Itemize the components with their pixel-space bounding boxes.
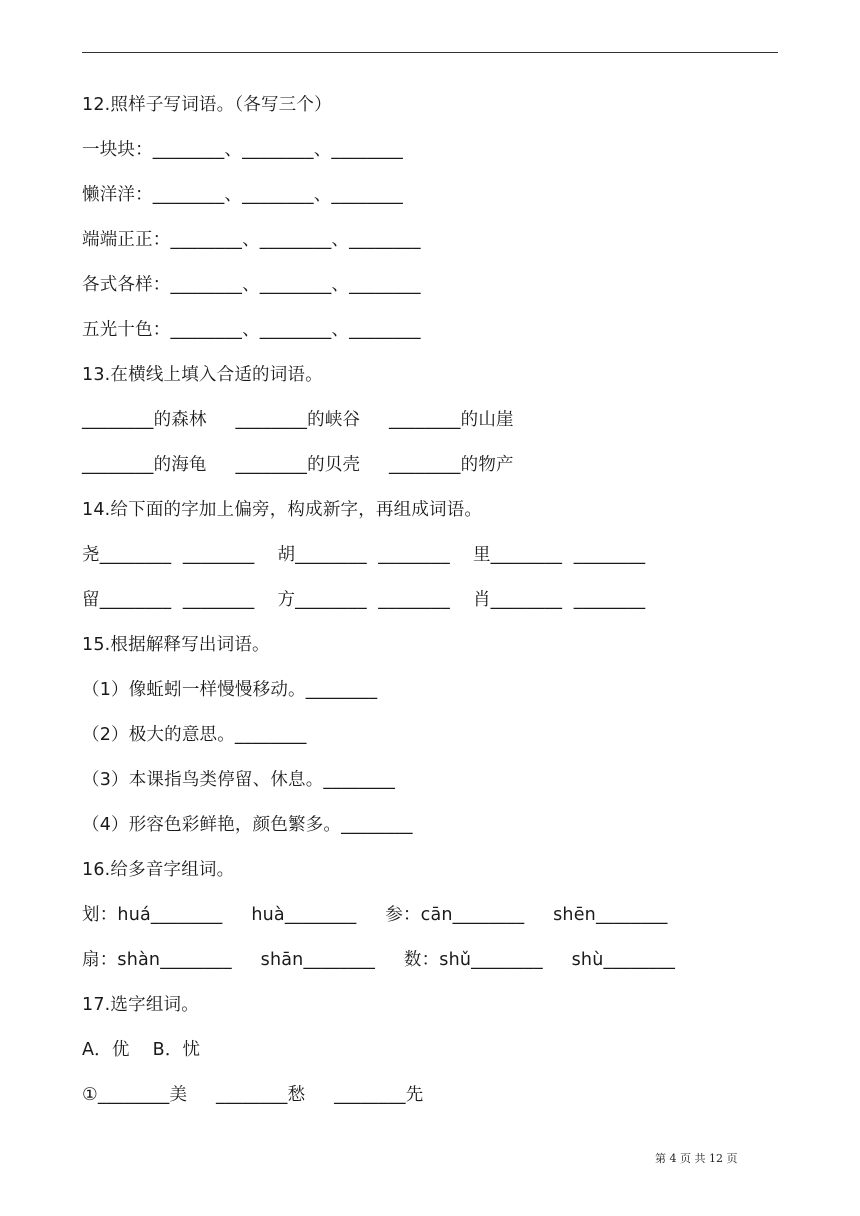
question-14-title: 14.给下面的字加上偏旁，构成新字，再组成词语。 xyxy=(82,500,483,520)
q15-item-3: （3）本课指鸟类停留、休息。________ xyxy=(82,770,396,790)
q12-row-2: 懒洋洋：________、________、________ xyxy=(82,185,403,205)
q13-row-1: ________的森林 ________的峡谷 ________的山崖 xyxy=(82,410,514,430)
q12-row-4: 各式各样：________、________、________ xyxy=(82,275,421,295)
q12-row-1: 一块块：________、________、________ xyxy=(82,140,403,160)
question-15-title: 15.根据解释写出词语。 xyxy=(82,635,270,655)
q12-row-3: 端端正正：________、________、________ xyxy=(82,230,421,250)
question-13-title: 13.在横线上填入合适的词语。 xyxy=(82,365,323,385)
q14-row-2: 留________ ________ 方________ ________ 肖________ ________ xyxy=(82,590,646,610)
q12-row-5: 五光十色：________、________、________ xyxy=(82,320,421,340)
q15-item-1: （1）像蚯蚓一样慢慢移动。________ xyxy=(82,680,378,700)
q17-options: A．优 B．忧 xyxy=(82,1040,201,1060)
page-footer: 第 4 页 共 12 页 xyxy=(655,1152,738,1165)
question-16-title: 16.给多音字组词。 xyxy=(82,860,235,880)
question-17-title: 17.选字组词。 xyxy=(82,995,199,1015)
q14-row-1: 尧________ ________ 胡________ ________ 里________ ________ xyxy=(82,545,646,565)
q15-item-4: （4）形容色彩鲜艳，颜色繁多。________ xyxy=(82,815,413,835)
q13-row-2: ________的海龟 ________的贝壳 ________的物产 xyxy=(82,455,514,475)
q16-row-2: 扇：shàn________ shān________ 数：shǔ________ shù________ xyxy=(82,950,676,970)
question-12-title: 12.照样子写词语。（各写三个） xyxy=(82,95,332,115)
q15-item-2: （2）极大的意思。________ xyxy=(82,725,307,745)
header-rule xyxy=(82,52,778,53)
q17-row-1: ①________美 ________愁 ________先 xyxy=(82,1085,424,1105)
q16-row-1: 划：huá________ huà________ 参：cān________ shēn________ xyxy=(82,905,668,925)
